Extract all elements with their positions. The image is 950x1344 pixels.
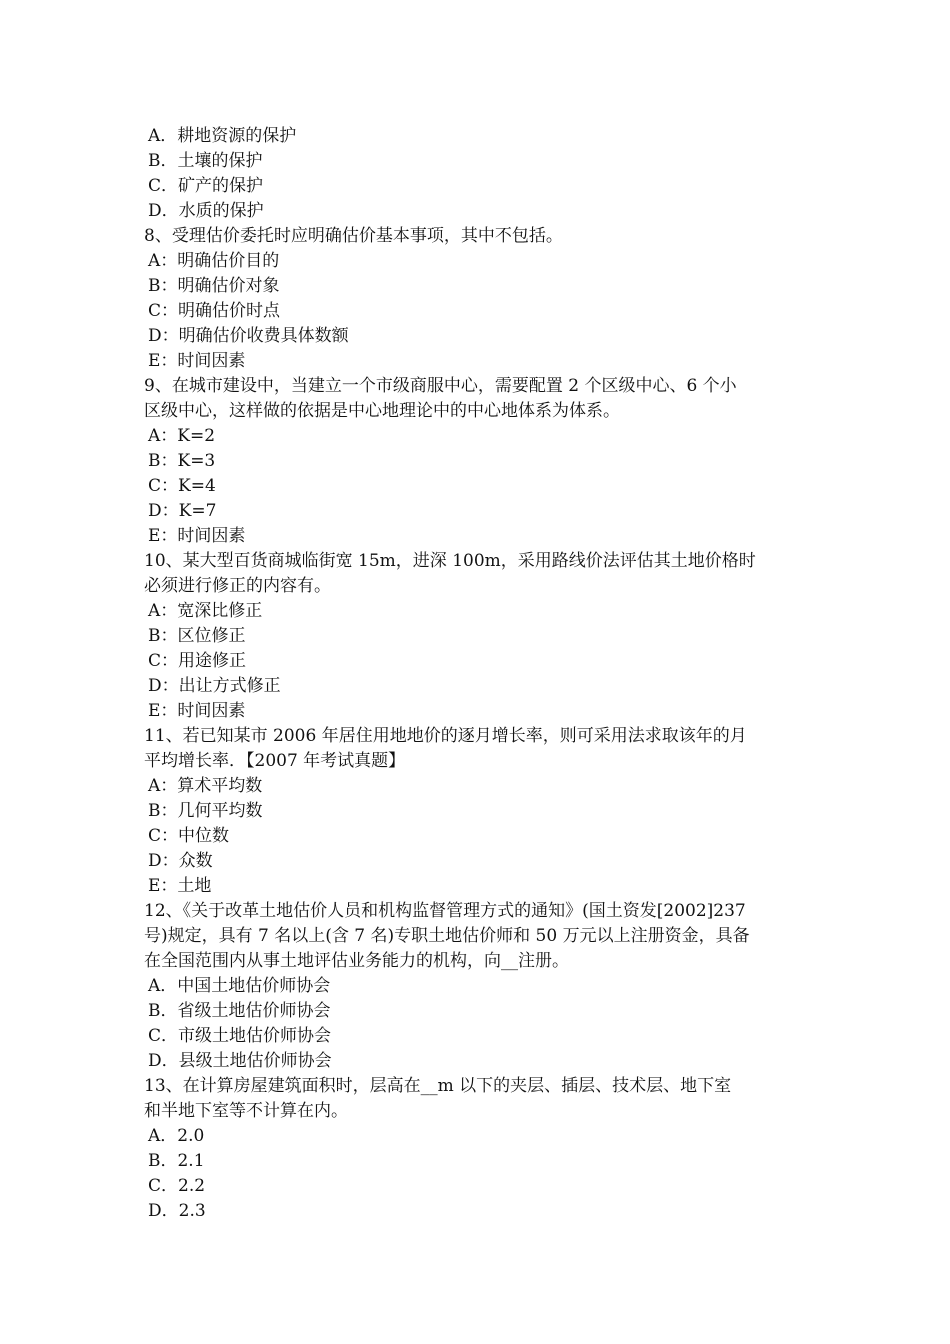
answer-option: D：明确估价收费具体数额 [148, 326, 349, 346]
answer-option: B．省级土地估价师协会 [148, 1001, 331, 1021]
answer-option: D．2.3 [148, 1201, 206, 1221]
question-text: 13、在计算房屋建筑面积时，层高在__m 以下的夹层、插层、技术层、地下室 [144, 1076, 732, 1096]
answer-option: C．矿产的保护 [148, 176, 264, 196]
answer-option: D．水质的保护 [148, 201, 264, 221]
question-text: 9、在城市建设中，当建立一个市级商服中心，需要配置 2 个区级中心、6 个小 [144, 376, 737, 396]
answer-option: C．2.2 [148, 1176, 206, 1196]
answer-option: E：时间因素 [148, 701, 246, 721]
answer-option: D．县级土地估价师协会 [148, 1051, 332, 1071]
question-text: 必须进行修正的内容有。 [144, 576, 331, 596]
question-text: 区级中心，这样做的依据是中心地理论中的中心地体系为体系。 [144, 401, 620, 421]
answer-option: B：区位修正 [148, 626, 246, 646]
question-text: 8、受理估价委托时应明确估价基本事项，其中不包括。 [144, 226, 563, 246]
answer-option: A：明确估价目的 [148, 251, 280, 271]
answer-option: B．土壤的保护 [148, 151, 263, 171]
answer-option: C：K=4 [148, 476, 216, 496]
answer-option: B：明确估价对象 [148, 276, 280, 296]
answer-option: A．耕地资源的保护 [148, 126, 297, 146]
question-text: 和半地下室等不计算在内。 [144, 1101, 348, 1121]
document-body [144, 124, 809, 1224]
answer-option: C：明确估价时点 [148, 301, 281, 321]
answer-option: A．2.0 [148, 1126, 205, 1146]
question-text: 号)规定，具有 7 名以上(含 7 名)专职土地估价师和 50 万元以上注册资金，具备 [144, 926, 750, 946]
answer-option: D：众数 [148, 851, 213, 871]
answer-option: E：土地 [148, 876, 212, 896]
answer-option: B：K=3 [148, 451, 216, 471]
answer-option: D：K=7 [148, 501, 217, 521]
question-text: 平均增长率．【2007 年考试真题】 [144, 751, 406, 771]
question-text: 11、若已知某市 2006 年居住用地地价的逐月增长率，则可采用法求取该年的月 [144, 726, 747, 746]
question-text: 在全国范围内从事土地评估业务能力的机构，向__注册。 [144, 951, 569, 971]
answer-option: C：中位数 [148, 826, 230, 846]
answer-option: D：出让方式修正 [148, 676, 281, 696]
question-text: 10、某大型百货商城临街宽 15m，进深 100m，采用路线价法评估其土地价格时 [144, 551, 756, 571]
question-text: 12、《关于改革土地估价人员和机构监督管理方式的通知》(国土资发[2002]237 [144, 901, 746, 921]
answer-option: E：时间因素 [148, 351, 246, 371]
answer-option: A：K=2 [148, 426, 216, 446]
answer-option: E：时间因素 [148, 526, 246, 546]
answer-option: B：几何平均数 [148, 801, 263, 821]
answer-option: A：算术平均数 [148, 776, 263, 796]
answer-option: C．市级土地估价师协会 [148, 1026, 332, 1046]
answer-option: B．2.1 [148, 1151, 205, 1171]
answer-option: A．中国土地估价师协会 [148, 976, 331, 996]
answer-option: C：用途修正 [148, 651, 247, 671]
answer-option: A：宽深比修正 [148, 601, 263, 621]
